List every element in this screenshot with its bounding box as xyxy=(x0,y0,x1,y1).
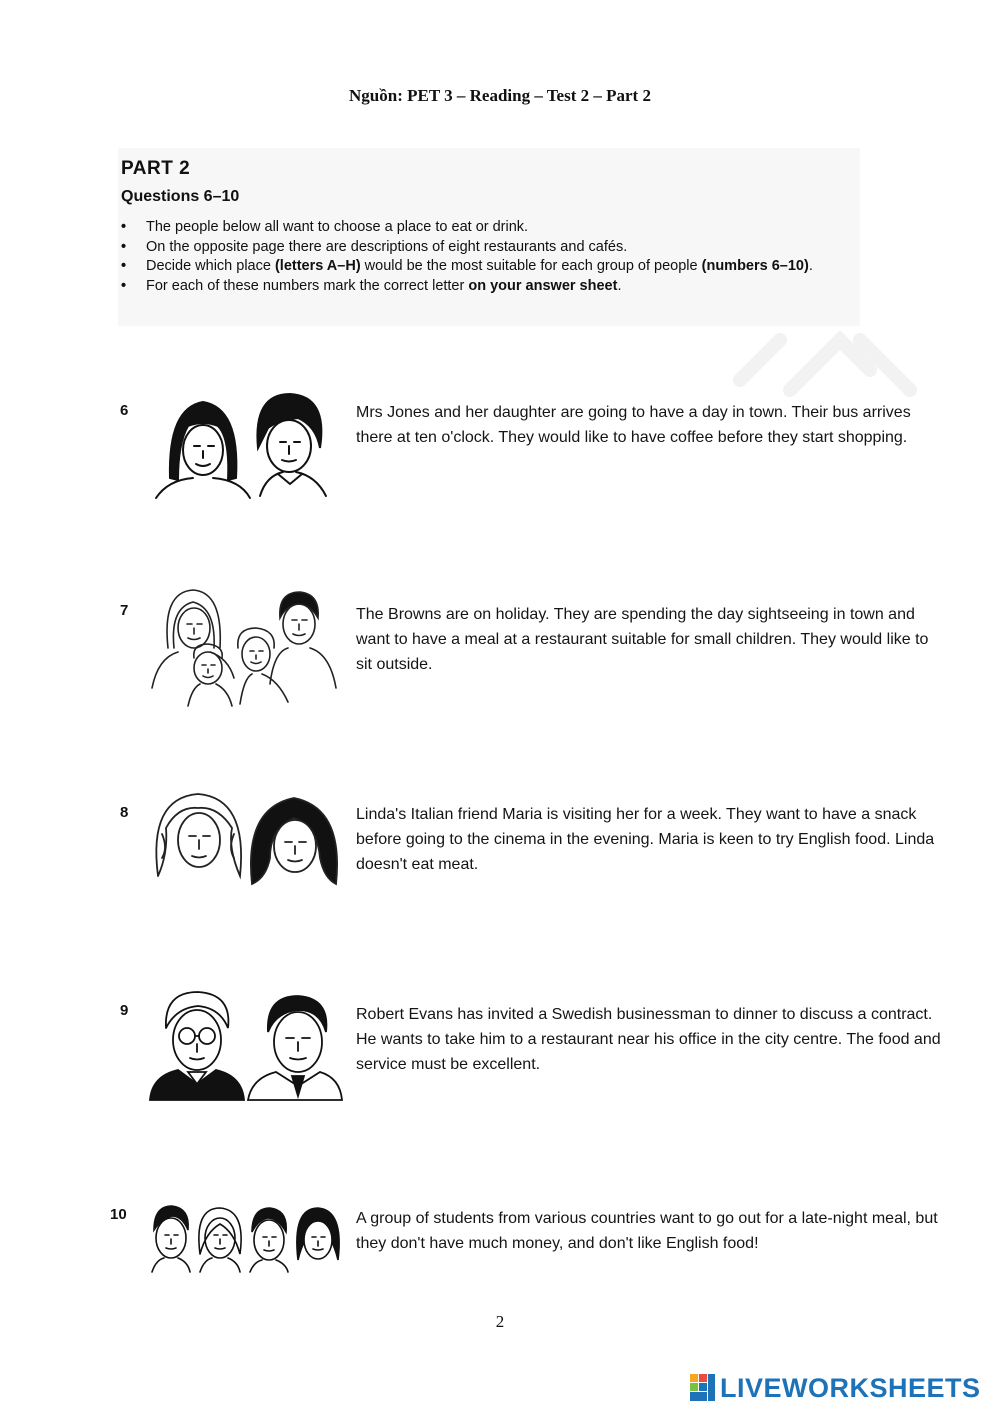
part-title: PART 2 xyxy=(121,158,191,179)
question-text: Linda's Italian friend Maria is visiting her for a week. They want to have a snack before going to the cinema in the evening. Maria is keen to try English food. Linda doesn't eat meat. xyxy=(356,806,935,873)
question-number: 9 xyxy=(120,1002,129,1019)
instruction-item: • The people below all want to choose a place to eat or drink. xyxy=(118,218,858,238)
brand-text: LIVEWORKSHEETS xyxy=(720,1373,981,1403)
liveworksheets-brand[interactable] xyxy=(690,1370,995,1406)
question-number: 6 xyxy=(120,402,129,419)
people-illustration xyxy=(148,788,343,893)
page-number: 2 xyxy=(495,1312,505,1331)
question-text: Mrs Jones and her daughter are going to have a day in town. Their bus arrives there at ten o'clock. They would like to have coffee before they start shopping. xyxy=(356,404,911,446)
questions-range: Questions 6–10 xyxy=(121,188,240,205)
question-text: Robert Evans has invited a Swedish businessman to dinner to discuss a contract. He wants to take him to a restaurant near his office in the city centre. The food and service must be excellent. xyxy=(356,1006,941,1073)
people-illustration xyxy=(148,388,343,503)
instruction-item: • On the opposite page there are descriptions of eight restaurants and cafés. xyxy=(118,238,858,258)
people-illustration xyxy=(148,588,343,708)
instruction-item: • Decide which place (letters A–H) would be the most suitable for each group of people (numbers 6–10). xyxy=(118,257,858,277)
question-number: 10 xyxy=(110,1206,127,1223)
people-illustration xyxy=(148,1204,343,1274)
question-text: The Browns are on holiday. They are spending the day sightseeing in town and want to have a meal at a restaurant suitable for small children. They would like to sit outside. xyxy=(356,606,929,673)
question-number: 7 xyxy=(120,602,129,619)
people-illustration xyxy=(148,988,343,1103)
instruction-list xyxy=(118,218,858,296)
source-heading: Nguồn: PET 3 – Reading – Test 2 – Part 2 xyxy=(349,86,651,105)
liveworksheets-logo-icon xyxy=(690,1374,716,1402)
question-text: A group of students from various countries want to go out for a late-night meal, but they don't have much money, and don't like English food! xyxy=(356,1210,938,1252)
instruction-item: • For each of these numbers mark the correct letter on your answer sheet. xyxy=(118,277,858,297)
question-number: 8 xyxy=(120,804,129,821)
